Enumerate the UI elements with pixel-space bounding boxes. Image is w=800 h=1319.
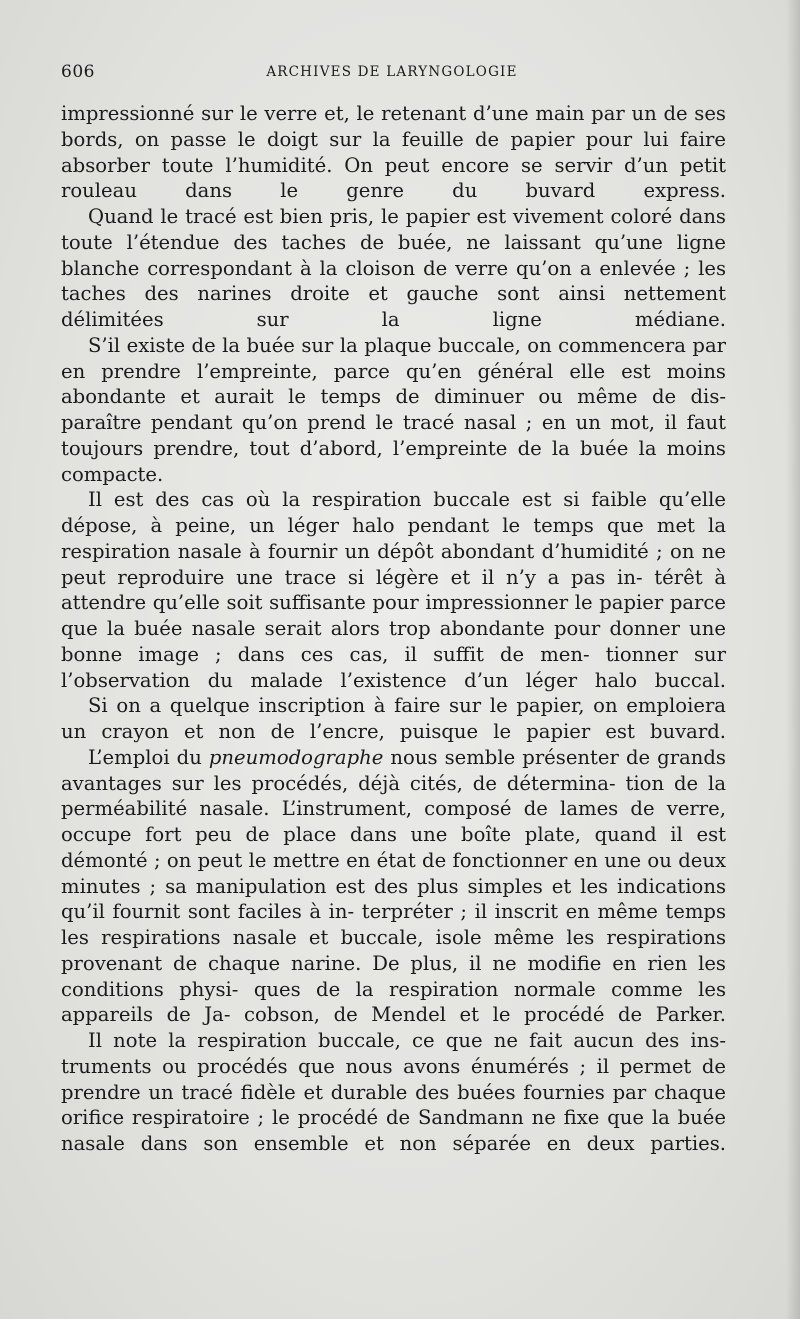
paragraph-4	[61, 487, 726, 693]
text-line: grands avantages sur les procédés, déjà cités, de détermina-	[61, 745, 726, 795]
text-line: papier parce que la buée nasale serait alors trop abondante	[61, 591, 726, 640]
text-line: Il note la respiration buccale, ce que ne fait aucun des ins-	[88, 1029, 726, 1052]
text-line: on ne peut reproduire une trace si légère et il n’y a pas in-	[61, 539, 726, 589]
body-text	[61, 101, 726, 1157]
text-line: Si on a quelque inscription à faire sur le papier, on emploiera	[88, 694, 726, 718]
text-line: truments ou procédés que nous avons énumérés ; il permet de	[61, 1054, 726, 1078]
text-line: Quand le tracé est bien pris, le papier est vivement coloré	[88, 205, 680, 228]
text-line: ques de la respiration normale comme les appareils de Ja-	[61, 977, 726, 1027]
text-line: pour donner une bonne image ; dans ces cas, il suffit de men-	[61, 617, 726, 666]
text-line: abondante et aurait le temps de diminuer ou même de dis-	[61, 385, 726, 409]
text-line: enlevée ; les taches des narines droite et gauche sont ainsi	[61, 256, 726, 306]
instrument-name-italic: pneumodographe	[208, 745, 384, 769]
text-line: impressionné sur le verre et, le retenant d’une main par un	[61, 102, 664, 125]
journal-title: ARCHIVES DE LARYNGOLOGIE	[266, 64, 518, 80]
text-line: tionner sur l’observation du malade l’existence d’un léger halo	[61, 642, 727, 692]
text-line: orifice respiratoire ; le procédé de Sandmann ne fixe que la	[61, 1106, 678, 1130]
paragraph-1	[61, 101, 726, 204]
page-number: 606	[61, 62, 95, 82]
text-line: cobson, de Mendel et le procédé de Parker.	[244, 1003, 726, 1027]
text-line: buée nasale dans son ensemble et non séparée en deux parties.	[61, 1106, 726, 1155]
text-line: dépose, à peine, un léger halo pendant le temps que met la	[61, 514, 726, 537]
text-line: ligne blanche correspondant à la cloison de verre qu’on a	[61, 230, 726, 280]
text-line: tion de la perméabilité nasale. L’instrument, composé de	[61, 771, 726, 821]
text-line: S’il existe de la buée sur la plaque buccale, on commencera	[88, 333, 693, 357]
text-line: narine. De plus, il ne modifie en rien les conditions physi-	[61, 951, 726, 1001]
text-line: buccale, isole même les respirations provenant de chaque	[61, 926, 726, 975]
paragraph-2	[61, 204, 726, 333]
text-line: buccal.	[654, 668, 726, 692]
paragraph-3	[61, 333, 726, 488]
text-line-end: nous semble présenter de	[383, 745, 658, 769]
text-line: de ses bords, on passe le doigt sur la feuille de papier pour	[61, 102, 726, 151]
text-line: nettement délimitées sur la ligne médiane.	[61, 282, 726, 331]
text-line: par en prendre l’empreinte, parce qu’en général elle est moins	[61, 333, 726, 383]
text-line: lui faire absorber toute l’humidité. On peut encore se servir	[61, 127, 726, 177]
text-line: plate, quand il est démonté ; on peut le mettre en état de	[61, 823, 726, 872]
page-edge-shadow	[786, 0, 800, 1319]
paragraph-7	[61, 1028, 726, 1157]
text-line: lames de verre, occupe fort peu de place dans une boîte	[61, 797, 726, 846]
text-line-start: L’emploi du	[88, 745, 209, 769]
text-line: prendre un tracé fidèle et durable des buées fournies par chaque	[61, 1080, 726, 1104]
paragraph-6	[61, 745, 726, 1028]
text-line: faut toujours prendre, tout d’abord, l’empreinte de la buée	[61, 411, 726, 460]
text-line: la moins compacte.	[61, 436, 726, 486]
paragraph-5	[61, 693, 726, 745]
text-line: terpréter ; il inscrit en même temps les respirations nasale et	[61, 900, 726, 949]
text-line: un crayon et non de l’encre, puisque le papier est buvard.	[61, 720, 726, 743]
text-line: térêt à attendre qu’elle soit suffisante pour impressionner le	[61, 565, 726, 615]
text-line: d’un petit rouleau dans le genre du buvard express.	[61, 153, 727, 203]
text-line: respiration nasale à fournir un dépôt abondant d’humidité ;	[61, 539, 671, 563]
running-head	[61, 62, 723, 86]
text-line: fonctionner en une ou deux minutes ; sa manipulation est des	[61, 848, 727, 898]
text-line: dans toute l’étendue des taches de buée, ne laissant qu’une	[61, 205, 726, 254]
text-line: Il est des cas où la respiration buccale est si faible qu’elle	[88, 488, 726, 512]
text-line: plus simples et les indications qu’il fournit sont faciles à in-	[61, 874, 726, 924]
text-line: paraître pendant qu’on prend le tracé nasal ; en un mot, il	[61, 411, 687, 434]
